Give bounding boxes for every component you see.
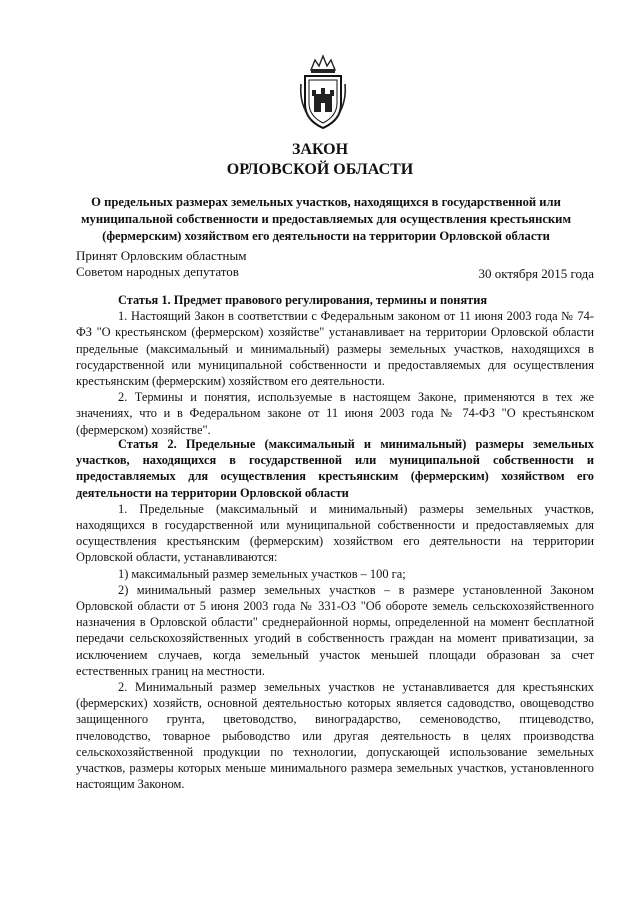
article-1-paragraph-2: 2. Термины и понятия, используемые в настоящем Законе, применяются в тех же значениях, что и в Федеральном законе от 11 июня 2003 года № 74-ФЗ "О крестьянском (фермерском) хозяйстве".: [76, 390, 594, 437]
article-2-paragraph-1: 1. Предельные (максимальный и минимальный) размеры земельных участков, находящихся в государственной или муниципальной собственности и предоставляемых для осуществления крестьянским (фермерским) хозяйством его деятельности на территории Орловской области, устанавливаются:: [76, 501, 594, 565]
article-2-title: Статья 2. Предельные (максимальный и минимальный) размеры земельных участков, находящихся в государственной или муниципальной собственности и предоставляемых для осуществления крестьянским (фермерским) хозяйством его деятельности на территории Орловской области: [76, 437, 594, 500]
article-1: [76, 292, 594, 438]
article-2-paragraph-2: 2. Минимальный размер земельных участков не устанавливается для крестьянских (фермерских) хозяйств, основной деятельностью которых является садоводство, овощеводство защищенного грунта, цветоводство, виноградарство, семеноводство, птицеводство, пчеловодство, товарное рыбоводство или другая деятельность в целях производства сельскохозяйственной продукции по технологии, допускающей использование земельных участков, размеры которых меньше минимального размера земельных участков, установленного настоящим Законом.: [76, 680, 594, 792]
article-1-paragraph-1: 1. Настоящий Закон в соответствии с Федеральным законом от 11 июня 2003 года № 74-ФЗ "О крестьянском (фермерском) хозяйстве" устанавливает на территории Орловской области предельные (максимальный и минимальный) размеры земельных участков, находящихся в государственной или муниципальной собственности и предоставляемых для осуществления крестьянским (фермерским) хозяйством его деятельности.: [76, 309, 594, 389]
law-title: ЗАКОН: [291, 141, 349, 158]
coat-of-arms-icon: [297, 54, 349, 132]
adoption-block: [76, 248, 246, 280]
adoption-line-1: Принят Орловским областным: [76, 248, 247, 263]
region-title: ОРЛОВСКОЙ ОБЛАСТИ: [226, 161, 414, 178]
article-2: [76, 436, 594, 792]
law-subject: О предельных размерах земельных участков, находящихся в государственной или муниципальной собственности и предоставляемых для осуществления крестьянским (фермерским) хозяйством его деятельности на территории Орловской области: [80, 195, 572, 243]
adoption-line-2: Советом народных депутатов: [76, 264, 239, 279]
article-2-item-2: 2) минимальный размер земельных участков – в размере установленной Законом Орловской области от 5 июня 2003 года № 331-ОЗ "Об обороте земель сельскохозяйственного назначения в Орловской области" среднерайонной нормы, определенной на момент бесплатной передачи сельскохозяйственных угодий в собственность граждан на момент приватизации, за исключением случаев, когда земельный участок меньшей площади образован за счет естественных границ на местности.: [76, 582, 594, 678]
article-2-item-1: 1) максимальный размер земельных участков – 100 га;: [118, 566, 406, 581]
article-1-title: Статья 1. Предмет правового регулирования, термины и понятия: [118, 293, 488, 307]
adoption-date: 30 октября 2015 года: [478, 266, 594, 281]
